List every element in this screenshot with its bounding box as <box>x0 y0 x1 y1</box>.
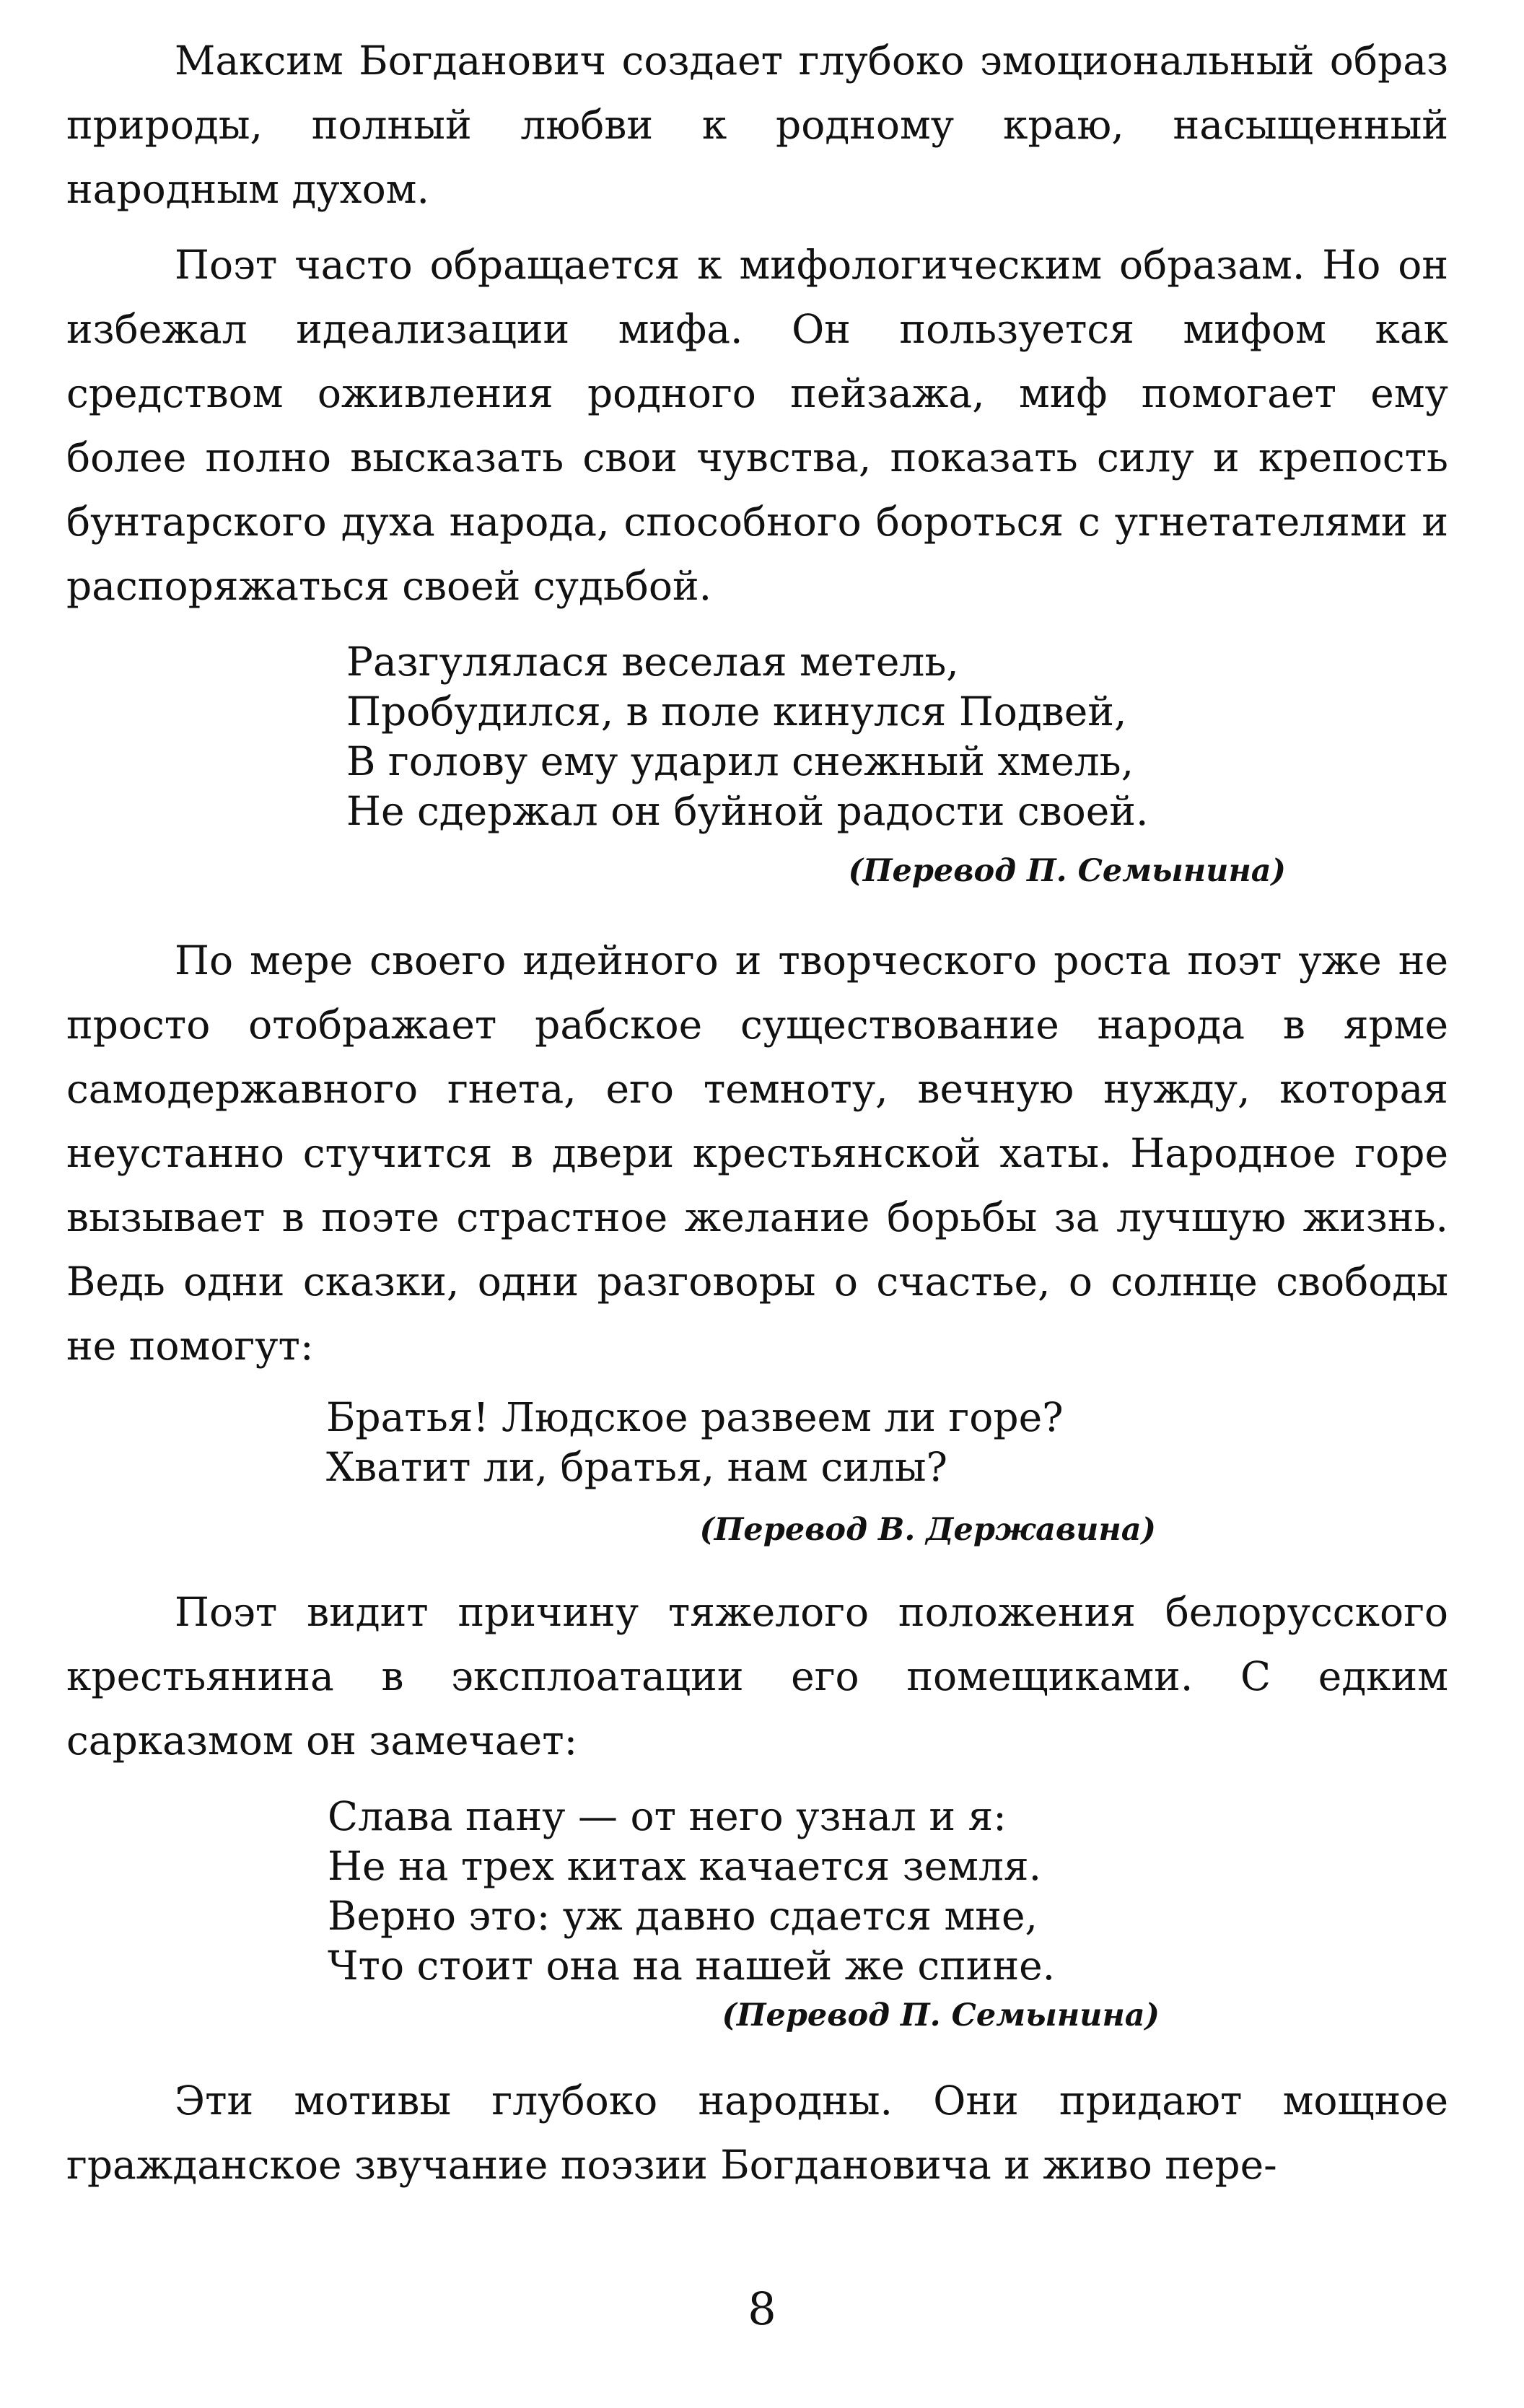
paragraph-4: Поэт видит причину тяжелого положения белорусского крестьянина в эксплоатации его помещиками. С едким сарказмом он замечает: <box>66 1589 1448 1764</box>
verse-line: Пробудился, в поле кинулся Подвей, <box>346 688 1127 735</box>
verse-3 <box>66 1792 1448 1991</box>
verse-line: Не сдержал он буйной радости своей. <box>346 788 1149 834</box>
page-text <box>66 29 1448 2197</box>
verse-line: Верно это: уж давно сдается мне, <box>328 1893 1038 1939</box>
page-number: 8 <box>748 2282 776 2335</box>
translation-credit: (Перевод П. Семынина) <box>722 1997 1160 2033</box>
paragraph-3: По мере своего идейного и творческого роста поэт уже не просто отображает рабское существование народа в ярме самодержавного гнета, его темноту, вечную нужду, которая неустанно стучится в двери крестьянской хаты. Народное горе вызывает в поэте страстное желание борьбы за лучшую жизнь. Ведь одни сказки, одни разговоры о счастье, о солнце свободы не помогут: <box>66 937 1448 1369</box>
paragraph-5: Эти мотивы глубоко народны. Они придают мощное гражданское звучание поэзии Богдановича и живо пере- <box>66 2078 1448 2188</box>
verse-line: Хватит ли, братья, нам силы? <box>326 1444 947 1490</box>
verse-line: Что стоит она на нашей же спине. <box>328 1943 1056 1989</box>
paragraph-1: Максим Богданович создает глубоко эмоциональный образ природы, полный любви к родному краю, насыщенный народным духом. <box>66 38 1448 212</box>
verse-2 <box>66 1393 1448 1492</box>
translation-credit: (Перевод П. Семынина) <box>848 853 1286 889</box>
translation-credit: (Перевод В. Державина) <box>699 1512 1156 1548</box>
verse-line: Братья! Людское развеем ли горе? <box>326 1394 1064 1440</box>
paragraph-2: Поэт часто обращается к мифологическим образам. Но он избежал идеализации мифа. Он пользуется мифом как средством оживления родного пейзажа, миф помогает ему более полно высказать свои чувства, показать силу и крепость бунтарского духа народа, способного бороться с угнетателями и распоряжаться своей судьбой. <box>66 242 1448 609</box>
verse-line: Не на трех китах качается земля. <box>328 1843 1042 1889</box>
verse-1 <box>66 637 1448 836</box>
verse-line: Разгулялася веселая метель, <box>346 639 959 685</box>
verse-line: В голову ему ударил снежный хмель, <box>346 738 1134 784</box>
verse-line: Слава пану — от него узнал и я: <box>328 1793 1007 1839</box>
